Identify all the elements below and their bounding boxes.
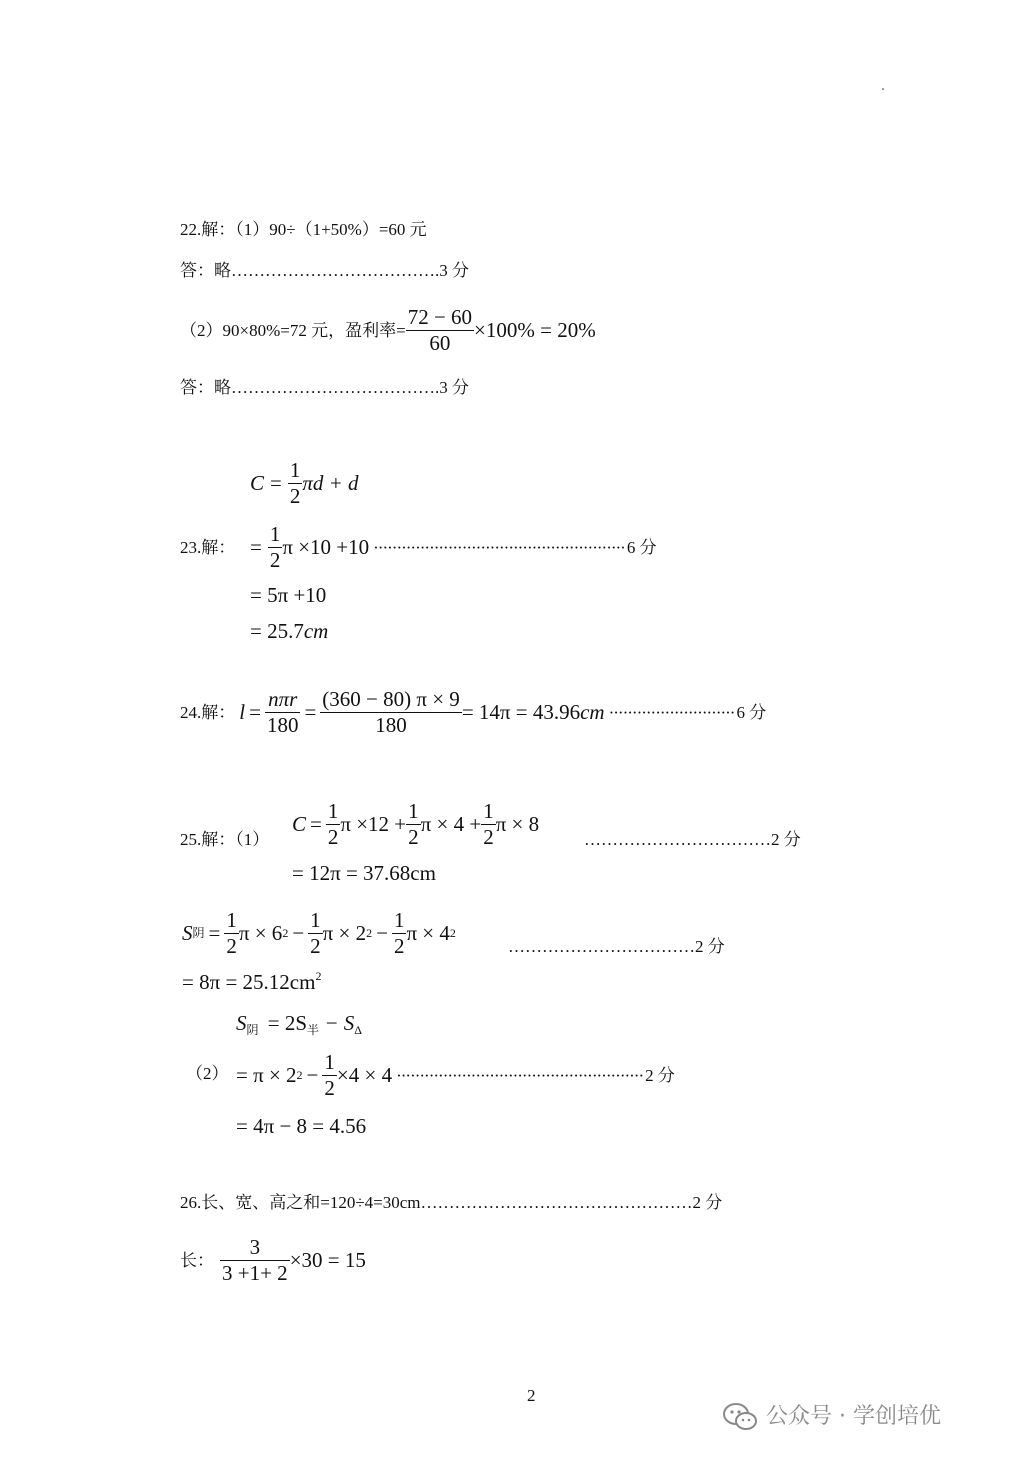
term1: π × 6 [238,920,283,945]
leader-dots: ………………………………………… [420,1193,693,1212]
step1-start: = π × 2 [236,1062,297,1087]
var-S: S [236,1011,247,1035]
q22-line2 [180,302,596,358]
half-fraction [322,1049,337,1100]
fraction-denominator: 2 [408,824,419,849]
profit-fraction [406,304,474,355]
q25-p2-label: （2） [186,1064,229,1083]
q24-label: 24.解： [180,702,236,722]
exponent: 2 [315,969,322,983]
ratio-fraction [214,1234,290,1285]
watermark-text: 公众号 · 学创培优 [766,1404,941,1429]
length-label: 长： [180,1250,214,1270]
arc-fraction [265,686,301,737]
q23-step1 [250,519,657,575]
term3: π × 4 [406,920,450,945]
score: 3 分 [439,261,469,280]
half-fraction [224,907,239,958]
subscript-half: 半 [307,1023,320,1037]
equals: = [270,470,282,495]
fraction-numerator: 1 [483,798,494,823]
leader-dots: ………………………………. [231,378,440,397]
step1-rest: ×4 × 4 [336,1062,393,1087]
double-semicircle: = 2S [267,1011,308,1035]
fraction-numerator: 1 [327,798,339,823]
stray-mark [882,88,884,90]
equals: = [249,699,261,724]
half-fraction [481,798,496,849]
fraction-denominator: 180 [266,712,299,737]
q23-step3 [250,621,328,642]
minus: − [292,920,305,945]
q22-answer2 [180,379,469,396]
length-rest: ×30 = 15 [289,1247,366,1272]
fraction-denominator: 180 [375,712,407,737]
q25-circumference [292,796,539,852]
fraction-denominator: 2 [289,483,301,508]
equals: = [310,811,322,836]
minus: − [376,920,388,945]
leader-dots: ······················································ [373,537,625,557]
equals: = [208,920,221,945]
q22-line1: 22.解：（1）90÷（1+50%）=60 元 [180,220,427,239]
fraction-numerator: 1 [269,521,281,546]
leader-dots: …………………………… [584,830,771,849]
leader-dots: …………………………… [508,937,695,956]
term3: π × 8 [495,811,540,836]
fraction-numerator: 3 [249,1234,261,1259]
fraction-denominator: 2 [324,1075,335,1100]
fraction-denominator: 2 [483,824,494,849]
fraction-denominator: 2 [226,933,237,958]
q25-p2-formula [236,1013,362,1036]
term2: π × 4 + [420,811,482,836]
var-C: C [292,811,307,836]
leader-dots: ………………………………. [231,261,440,280]
q22-line2-prefix: （2）90×80%=72 元，盈利率= [180,320,406,340]
fraction-numerator: 1 [226,907,237,932]
half-fraction [406,798,421,849]
fraction-numerator: nπr [268,686,298,711]
q24-line [180,684,766,740]
answer-prefix: 答：略 [180,261,231,280]
term2: π × 2 [322,920,367,945]
result-value: = 8π = 25.12cm [182,970,316,994]
leader-dots: ··························· [608,702,735,722]
fraction-denominator: 2 [269,547,281,572]
equals: = [250,534,262,559]
fraction-numerator: 1 [289,457,301,482]
exponent: 2 [296,1068,303,1082]
q26-line1 [180,1194,722,1211]
angle-fraction [320,686,462,737]
score: 6 分 [626,537,657,557]
fraction-denominator: 2 [393,933,405,958]
page-number: 2 [527,1386,536,1405]
score: 2 分 [645,1065,675,1085]
var-S: S [182,920,193,945]
q25-p2-result: = 4π − 8 = 4.56 [236,1114,367,1138]
score: 2 分 [695,937,725,956]
watermark [722,1402,941,1432]
formula-rest: πd + d [302,470,359,495]
step3-value: = 25.7 [250,619,304,643]
fraction-numerator: 1 [310,907,321,932]
exponent: 2 [449,926,456,940]
half-fraction [392,907,407,958]
fraction-denominator: 2 [327,824,339,849]
half-fraction [326,798,341,849]
q25-s-score-line [508,938,725,955]
q22-line2-suffix: ×100% = 20% [474,317,596,342]
unit: cm [580,699,605,724]
q25-s-result [182,970,321,993]
q23-formula [250,456,359,510]
q26-text: 26.长、宽、高之和=120÷4=30cm [180,1193,421,1212]
fraction-numerator: (360 − 80) π × 9 [322,686,460,711]
fraction-numerator: 72 − 60 [407,304,473,329]
q23-step2: = 5π +10 [250,583,327,607]
wechat-icon [722,1402,758,1432]
answer-prefix: 答：略 [180,378,231,397]
q25-shaded-area [182,905,456,961]
var-l: l [239,699,246,724]
half-fraction [268,521,283,572]
q26-length [180,1230,366,1290]
leader-dots: ····················································· [396,1065,644,1085]
triangle-term: − S [324,1011,355,1035]
q23-label: 23.解： [180,538,236,557]
score: 2 分 [771,830,801,849]
q25-label: 25.解：（1） [180,830,270,849]
exponent: 2 [366,926,373,940]
fraction-denominator: 2 [310,933,321,958]
minus: − [306,1062,319,1087]
fraction-numerator: 1 [408,798,419,823]
unit: cm [303,619,329,643]
fraction-denominator: 60 [429,330,451,355]
var-C: C [250,470,265,495]
equals: = [304,699,317,724]
score: 6 分 [736,702,767,722]
q24-result: = 14π = 43.96 [461,699,581,724]
fraction-numerator: 1 [324,1049,335,1074]
score: 3 分 [439,378,469,397]
fraction-denominator: 3 +1+ 2 [222,1260,288,1285]
score: 2 分 [692,1193,723,1212]
exponent: 2 [282,926,289,940]
q22-answer1 [180,262,469,279]
step1-rest: π ×10 +10 [282,534,370,559]
q25-c-score-line [584,831,801,848]
subscript-shaded: 阴 [246,1023,259,1037]
subscript-triangle: Δ [354,1023,362,1037]
q25-p2-step1 [236,1047,675,1103]
fraction-numerator: 1 [393,907,405,932]
q25-c-result: = 12π = 37.68cm [292,861,436,885]
term1: π ×12 + [340,811,407,836]
half-fraction [288,457,303,508]
half-fraction [308,907,323,958]
subscript-shaded: 阴 [192,926,205,940]
